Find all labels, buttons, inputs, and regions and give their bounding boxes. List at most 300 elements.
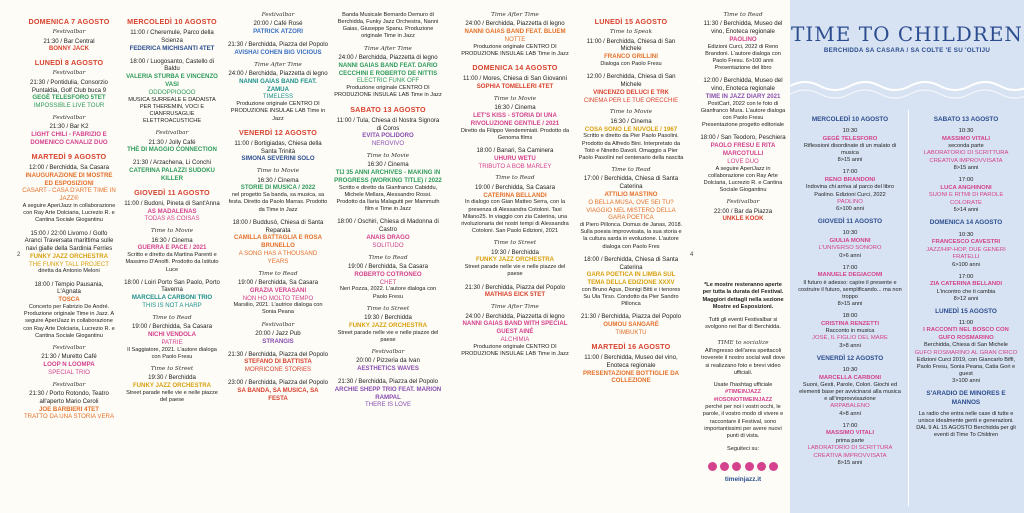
event-category: Festivalbar	[52, 70, 86, 77]
event-item	[228, 41, 328, 57]
children-event-time: 10:30	[842, 367, 858, 374]
event-title: PAOLINO	[729, 36, 757, 43]
event-title: FUNKY JAZZ ORCHESTRA	[132, 382, 212, 390]
event-note: Street parade nelle vie e nelle piazze del paese	[337, 329, 439, 343]
event-item	[22, 230, 116, 276]
podcast-icon[interactable]	[769, 462, 778, 471]
event-title: GUERRA E PACE / 2021	[137, 244, 207, 252]
event-note: Scritto e diretto da Martina Parenti e Massimo D'Anolfi. Prodotto da Istituto Luce	[125, 252, 219, 273]
children-event	[914, 232, 1018, 269]
event-item	[460, 175, 570, 235]
event-title: VALERIA STURBA E VINCENZO VASI	[126, 73, 218, 88]
event-title: ARCHIE SHEPP TRIO FEAT. MARION RAMPAL	[334, 385, 442, 401]
children-day-heading: VENERDÌ 12 AGOSTO	[816, 354, 884, 362]
children-event	[798, 313, 902, 350]
event-category: Time to Movie	[609, 109, 653, 116]
event-note: Diretto da Filippo Vendemmiati. Prodotto da Genoma films	[460, 127, 570, 141]
event-subtitle: MORRICONE STORIES	[244, 366, 312, 374]
children-event	[798, 169, 902, 213]
event-time-venue: 20:00 / Pizzeria da Ivan	[356, 357, 420, 365]
children-event-subtitle: LABORATORIO DI SCRITTURA CREATIVA IMPROVVISATA	[923, 150, 1009, 164]
event-item	[228, 62, 328, 123]
schedule-column-1	[22, 12, 116, 510]
event-item	[460, 75, 570, 91]
event-time-venue: 18:00 / Berchidda, Chiesa di Santa Caterina	[583, 255, 679, 271]
event-subtitle: THERE IS LOVE	[364, 401, 412, 409]
event-item	[22, 164, 116, 224]
event-time-venue: 21:30 / Berchidda, Piazza del Popolo	[581, 313, 681, 321]
event-time-venue: 21:30 / Arzachena, Li Conchi	[133, 159, 211, 167]
event-note-secondary: PostCart, 2022 con le foto di Gianfranco Mura. L'autore dialoga con Paolo Fresu	[700, 100, 786, 122]
day-heading: LUNEDÌ 15 AGOSTO	[594, 17, 668, 26]
event-title: LOOP N LOOMPA	[43, 361, 95, 369]
event-note: con Bruno Agus, Dionigi Bitti e i tenores Su Ula Tirso. Condotto da Pier Sandro Pillonca	[581, 286, 681, 308]
schedule-column-7	[700, 12, 786, 227]
event-time-venue: 11:00 / Mores, Chiesa di San Giovanni	[463, 75, 567, 83]
event-title: OUMOU SANGARÉ	[603, 321, 659, 329]
children-event-age: 8>12 anni	[953, 295, 979, 302]
event-item	[22, 29, 116, 53]
event-category: Festivalbar	[261, 321, 295, 328]
children-event	[798, 230, 902, 260]
event-time-venue: 21:30 / Berchidda, Piazza del Popolo	[465, 283, 565, 291]
children-event-time: 11:00	[958, 319, 974, 326]
event-category: Time to Read	[723, 12, 763, 18]
children-event-details: Edizioni Curci 2019, con Giancarlo Biffi, Paolo Fresu, Sonia Peana, Catia Gori e guest	[916, 357, 1016, 378]
event-title: FUNKY JAZZ ORCHESTRA	[475, 256, 555, 264]
event-note: Il Saggiatore, 2021. L'autore dialoga con Paolo Fresu	[127, 346, 217, 360]
event-category: Time to Read	[258, 270, 298, 277]
children-event-description: Berchidda, Chiesa di San Michele	[924, 342, 1008, 349]
children-event-age: 6>100 anni	[952, 261, 980, 268]
event-time-venue: 16:30 / Cinema	[257, 176, 299, 184]
event-item	[228, 271, 328, 317]
event-note: Scritto e diretto da Pier Paolo Pasolini. Prodotto da Alfredo Bini. Interpretato da Totò e Ninetto Davoli. Omaggio a Pier Paolo Pasolini nel centenario della nascita	[578, 133, 684, 161]
event-title: SA BANDA, SA MUSICA, SA FESTA	[237, 386, 319, 402]
panel-tagline: BERCHIDDA SA CASARA / SA COLTE 'E SU 'OLTIJU	[823, 47, 991, 54]
event-category: Festivalbar	[52, 381, 86, 388]
event-time-venue: 24:00 / Berchidda, Piazzetta di legno	[338, 54, 438, 62]
event-title: CAMILLA BATTAGLIA E ROSA BRUNELLO	[233, 234, 322, 250]
event-title: TOSCA	[58, 296, 80, 304]
event-note: diretta da Antonio Meloni	[38, 268, 100, 275]
event-item	[700, 199, 786, 223]
children-event	[798, 367, 902, 418]
event-time-venue: 16:30 / Cinema	[151, 236, 193, 244]
event-title: LIGHT CHILI - FABRIZIO E DOMENICO CANALIZ DUO	[30, 131, 108, 147]
children-event-title: GIULIA MONNI	[829, 237, 871, 244]
event-time-venue: 21:30 / Jolly Café	[148, 138, 196, 146]
event-subtitle: IMPOSSIBLE LIVE TOUR	[33, 102, 105, 110]
children-event-subtitle: LABORATORIO DI SCRITTURA CREATIVA IMPROVVISATA	[807, 445, 893, 459]
event-note: Street parade nelle vie e nelle piazze del paese	[126, 389, 218, 404]
event-category: Time After Time	[364, 45, 412, 52]
event-item	[460, 240, 570, 278]
event-item	[700, 134, 786, 194]
event-category: Time After Time	[491, 304, 539, 311]
event-note: Presentazione del libro	[714, 65, 772, 72]
event-note: Produzione originale CENTRO DI PRODUZIONE INSULAE LAB Time in Jazz	[230, 101, 326, 122]
event-note: Presentazione progetto editoriale	[701, 122, 785, 129]
event-time-venue: 21:30 / Berchidda, Piazza del Popolo	[228, 350, 328, 358]
event-title: PAOLO FRESU E RITA MARCOTULLI	[710, 142, 776, 158]
event-item	[22, 115, 116, 147]
children-event-title: RENO BRANDONI	[824, 176, 876, 183]
children-event-title: ZIA CATERINA BELLANDI	[929, 281, 1003, 288]
event-title: MARCELLA CARBONI TRIO	[131, 294, 213, 302]
event-note: Produzione originale CENTRO DI PRODUZIONE INSULAE LAB Time in Jazz	[461, 343, 569, 357]
event-time-venue: 21:30 / Berchidda, Piazza del Popolo	[228, 41, 328, 48]
schedule-column-4	[334, 12, 442, 510]
event-title: TIJ 35 ANNI ARCHIVES - MAKING IN PROGRESS (WORKING TITLE) / 2022	[334, 169, 442, 184]
event-category: Time After Time	[491, 12, 539, 18]
event-time-venue: 24:00 / Berchidda, Piazzetta di legno	[465, 20, 565, 28]
social-icons	[708, 462, 778, 471]
children-event-description: Il futuro è adesso: capire il presente e costruire il futuro, semplificando... ma non troppo	[798, 279, 902, 301]
panel-title: TIME TO CHILDREN	[791, 22, 1023, 46]
event-title: NANNI GAIAS BAND WITH SPECIAL GUEST AINÉ	[462, 320, 568, 336]
event-note: A seguire AperiJazz in collaborazione con Ray Arte Dolciaria, Lucrezio R. e Cantina Sociale Giogantinu	[703, 165, 783, 194]
children-day-heading: LUNEDÌ 15 AGOSTO	[935, 307, 997, 315]
event-time-venue: 16:30 / Cinema	[494, 104, 536, 112]
event-subtitle: CINEMA PER LE TUE ORECCHIE	[583, 96, 679, 104]
children-event-time: 17:00	[842, 264, 858, 271]
children-event-details: DAL 9 AL 15 AGOSTO Berchidda per gli eventi di Time To Children	[916, 424, 1016, 438]
children-event-age: 8>15 anni	[837, 157, 863, 164]
event-item	[578, 29, 684, 68]
event-note: Neri Pozza, 2022. L'autore dialoga con Paolo Fresu	[339, 286, 437, 300]
event-note: nel progetto Sa banda, sa musica, sa festa. Diretto da Paolo Marras. Prodotto da Time in Jazz	[228, 192, 328, 213]
event-item	[334, 378, 442, 409]
event-time-venue: 15:00 / 22:00 Livorno / Golfo Aranci Traversata marittima sulle navi gialle della Sardinia Ferries	[24, 229, 114, 253]
children-event-title: GEGÈ TELESFORO	[822, 135, 878, 142]
event-item	[334, 306, 442, 344]
event-title: EVITA POLIDORO	[362, 132, 414, 140]
event-item	[460, 304, 570, 358]
event-time-venue: 19:00 / Berchidda, Sa Casara	[132, 323, 212, 331]
event-title: AVISHAI COHEN BIG VICIOUS	[234, 48, 322, 56]
event-time-venue: 18:00 / Luogosanto, Castello di Baldu	[129, 57, 215, 73]
event-title: SOPHIA TOMELLERI 4TET	[476, 83, 554, 91]
children-event-subtitle: L'UNIVERSO SONORO	[818, 245, 882, 252]
event-time-venue: 16:30 / Cinema	[610, 117, 652, 125]
event-category: Festivalbar	[155, 130, 189, 137]
day-heading: SABATO 13 AGOSTO	[350, 104, 426, 114]
event-title: SIMONA SEVERINI SOLO	[241, 155, 315, 163]
children-day-heading: SABATO 13 AGOSTO	[933, 116, 999, 123]
children-event	[798, 128, 902, 164]
children-event-age: 3>100 anni	[952, 378, 980, 385]
event-title: THÈ DI MAGGIO CONNECTION	[127, 146, 217, 154]
event-subtitle: LOVE DUO	[727, 157, 759, 165]
event-time-venue: 21:30 / Pontidulia, Consorzio Puntaldia, Golf Club buca 9	[30, 78, 108, 94]
event-title: GRAZIA VERASANI	[249, 286, 307, 294]
children-event-time: 17:00	[958, 273, 974, 280]
children-event-title: FRANCESCO CAVESTRI	[931, 239, 1001, 246]
children-event-subtitle: JAZZ/HIP-HOP, DUE GENERI FRATELLI	[926, 246, 1006, 261]
day-heading: MARTEDÌ 9 AGOSTO	[31, 151, 107, 161]
page-number-right: 4	[690, 252, 694, 258]
hashtag-body: perché per noi i vostri occhi, le parole, il vostro modo di vivere e raccontare il Festival, sono importantissimi per avere nuovi punti di vista.	[702, 403, 784, 440]
children-event-age: 8>15 anni	[953, 165, 979, 172]
day-heading: DOMENICA 14 AGOSTO	[472, 63, 558, 73]
children-event-age: 6>100 anni	[836, 206, 864, 213]
spotify-icon[interactable]	[757, 462, 766, 471]
info-block	[700, 282, 786, 454]
event-title: STORIE DI MUSICA / 2022	[240, 184, 316, 192]
facebook-icon[interactable]	[708, 462, 717, 471]
hashtag-secondary: #IOSONOTIMEINJAZZ	[713, 396, 773, 403]
event-subtitle: ALCHIMIA	[500, 335, 530, 343]
event-title: TIME IN JAZZ DIARY 2021	[705, 93, 781, 101]
day-heading: DOMENICA 7 AGOSTO	[28, 17, 110, 26]
wave-decoration-icon	[790, 64, 1024, 104]
event-category: Time to Read	[611, 166, 651, 173]
event-subtitle: ELECTRIC FUNK OFF	[356, 77, 420, 85]
children-day-heading: MERCOLEDÌ 10 AGOSTO	[811, 116, 889, 123]
children-event-age: 8>15 anni	[837, 460, 863, 467]
event-item	[228, 351, 328, 374]
event-time-venue: 11:00 / Berchidda, Museo del vino, Enoteca regionale	[584, 354, 678, 369]
children-event-age: 8>15 anni	[837, 301, 863, 308]
event-item	[228, 12, 328, 36]
event-time-venue: 11:00 / Cheremule, Parco della Scienza	[130, 29, 214, 45]
day-heading: VENERDÌ 12 AGOSTO	[238, 127, 318, 137]
event-note: In dialogo con Gian Matteo Serra, con la presenza di Alessandra Cotoloni. Taxi Milano25. In viaggio con zia Caterina, una rivoluzionaria dei nostri tempi di Alessandra Cotoloni. San Paolo Edizioni, 2021	[461, 199, 569, 235]
event-time-venue: 18:00 / Buddusò, Chiesa di Santa Reparata	[232, 218, 324, 234]
children-event-subtitle: PAOLINO	[837, 198, 863, 205]
event-note: A seguire AperiJazz in collaborazione con Ray Arte Dolciaria, Lucrezio R. e Cantina Sociale Giogantinu	[22, 203, 116, 224]
children-event-time: 10:30	[958, 128, 974, 135]
event-item	[578, 109, 684, 162]
event-item	[460, 284, 570, 300]
schedule-column-2	[122, 12, 222, 510]
time-to-children-panel	[790, 0, 1024, 513]
children-event-description: prima parte	[835, 437, 865, 444]
event-title: GARA POETICA IN LIMBA SUL TEMA DELLA EDIZIONE XXXV	[586, 271, 676, 287]
event-item	[578, 256, 684, 309]
event-title: FUNKY JAZZ ORCHESTRA	[348, 321, 428, 329]
day-heading: MARTEDÌ 16 AGOSTO	[591, 341, 671, 351]
event-item	[700, 77, 786, 129]
twitter-icon[interactable]	[732, 462, 741, 471]
event-item	[22, 281, 116, 340]
event-subtitle: NOTTE	[504, 36, 526, 43]
event-note: Marsilio, 2021. L'autrice dialoga con Sonia Peana	[233, 302, 323, 316]
event-item	[578, 167, 684, 251]
event-item	[22, 382, 116, 422]
event-time-venue: 12:00 / Berchidda, Chiesa di San Michele	[586, 73, 676, 88]
panel-divider	[908, 110, 909, 506]
event-subtitle: THE FUNKY TALL PROJECT	[28, 260, 110, 268]
children-event-subtitle: SUONI E RITMI DI PAROLE COLORATE	[928, 192, 1004, 206]
event-title: ATTILIO MASTINO	[604, 190, 658, 198]
event-time-venue: 12:00 / Berchidda, Sa Casara	[29, 164, 109, 172]
event-time-venue: 16:30 / Cinema	[367, 161, 409, 169]
event-item	[122, 315, 222, 361]
children-column-left	[798, 112, 902, 472]
children-event-age: 3>8 anni	[839, 342, 861, 349]
children-event-time: 18:00	[842, 313, 858, 320]
children-event-time: 17:00	[842, 169, 858, 176]
event-title: NICHI VENDOLA	[147, 331, 197, 339]
event-time-venue: 23:00 / Berchidda, Piazza del Popolo	[228, 379, 328, 387]
event-note-secondary: MUSICA SURREALE E DADAISTA PER THEREMIN, VOCI E CIANFRUSAGLIE ELETTROACUSTICHE	[128, 96, 216, 125]
event-time-venue: 21:30 / Muretto Café	[41, 353, 97, 361]
event-item	[228, 379, 328, 402]
children-event-description: Riflessioni disordinate di un malato di musica	[803, 143, 897, 157]
children-event-subtitle: GUFO ROSMARINO AL GRAN CIRCO	[914, 349, 1018, 356]
children-event-title: MANUELE DEGIACOMI	[817, 272, 883, 279]
children-event-age: 0>6 anni	[839, 252, 861, 259]
event-title: GEGÈ TELESFORO 5TET	[32, 94, 106, 102]
event-time-venue: 18:00 / Oschiri, Chiesa di Madonna di Castro	[337, 218, 439, 234]
instagram-icon[interactable]	[720, 462, 729, 471]
children-event-time: 17:00	[958, 177, 974, 184]
event-time-venue: 21:30 / Bar Central	[43, 37, 95, 45]
event-note: Concerto per Fabrizio De André. Produzione originale Time in Jazz. A seguire AperiJazz in collaborazione con Ray Arte Dolciaria, Lucrezio R. e Cantina Sociale Giogantinu	[23, 304, 115, 339]
event-title: COSA SONO LE NUVOLE / 1967	[584, 125, 678, 133]
event-time-venue: 18:00 / Loiri Porto San Paolo, Porto Taverna	[124, 278, 220, 294]
event-category: Time to Read	[368, 254, 408, 261]
event-time-venue: 18:00 / San Teodoro, Peschiera	[700, 134, 786, 142]
event-time-venue: 19:30 / Berchidda	[364, 314, 412, 322]
event-item	[122, 228, 222, 273]
event-category: Time to Read	[152, 314, 192, 321]
event-item	[22, 70, 116, 110]
event-category: Festivalbar	[52, 29, 86, 36]
children-event-age: 4>8 anni	[839, 410, 861, 417]
children-event-title: MASSIMO VITALI	[826, 430, 874, 437]
hashtag-primary: #TIMEINJAZZ	[724, 389, 762, 396]
children-event-time: 10:30	[958, 231, 974, 238]
event-subtitle: TIMBUKTU	[615, 329, 647, 337]
children-event-subtitle: JOSÉ, IL FIGLIO DEL MARE	[812, 335, 888, 342]
children-day-heading: GIOVEDÌ 11 AGOSTO	[817, 218, 883, 226]
event-category: Time to Movie	[256, 168, 300, 175]
event-item	[122, 130, 222, 154]
event-note: Produzione originale CENTRO DI PRODUZIONE INSULAE LAB Time in Jazz	[334, 85, 442, 99]
children-event-description: seconda parte	[948, 143, 984, 150]
event-category: Time to Speak	[609, 29, 653, 36]
event-item	[578, 73, 684, 104]
event-category: Time to Movie	[493, 95, 537, 102]
website-link[interactable]: timeinjazz.it	[724, 476, 762, 483]
day-heading: LUNEDÌ 8 AGOSTO	[34, 58, 104, 68]
event-item	[228, 140, 328, 163]
event-time-venue: 19:30 / Berchidda	[491, 248, 539, 256]
event-note-secondary: Edizioni Curci, 2022 di Reno Brandoni. L'autore dialoga con Paolo Fresu. 6>100 anni	[705, 43, 781, 65]
children-event-title: I RACCONTI NEL BOSCO CON GUFO ROSMARINO	[923, 327, 1009, 341]
event-subtitle: SPECIAL TRIO	[48, 368, 90, 376]
children-event-age: 5>14 anni	[953, 207, 979, 214]
event-time-venue: 20:00 / Café Rosé	[253, 20, 303, 28]
event-item	[122, 29, 222, 52]
children-event-title: MASSIMO VITALI	[942, 135, 990, 142]
event-subtitle: TRIBUTO A BOB MARLEY	[478, 162, 552, 170]
event-item	[334, 153, 442, 213]
event-item	[460, 96, 570, 142]
event-time-venue: 24:00 / Berchidda, Piazzetta di legno	[465, 312, 565, 320]
event-subtitle: O BELLA MUSA, OVE SEI TU? VIAGGIO NEL MISTERO DELLA GARA POETICA	[586, 198, 676, 222]
event-item	[460, 12, 570, 58]
event-time-venue: 18:00 / Tempio Pausania, L'Agnata	[34, 280, 104, 296]
event-title: FRANCO GRILLINI	[604, 53, 658, 61]
event-time-venue: 21:30 / Berchidda, Piazza del Popolo	[338, 377, 438, 385]
event-subtitle: PATRIE	[161, 338, 183, 346]
event-time-venue: 19:30 / Berchidda	[148, 374, 196, 382]
children-event	[914, 128, 1018, 172]
event-subtitle: TIMELESS	[262, 93, 294, 101]
event-subtitle: THIS IS NOT A HARP	[142, 302, 202, 310]
social-body: All'ingresso dell'area spettacoli troverete il nostro social wall dove si realizzano foto e brevi video ufficiali.	[701, 348, 785, 376]
event-subtitle: ODDOPPIOOOO	[148, 88, 196, 96]
event-title: INAUGURAZIONE DI MOSTRE ED ESPOSIZIONI	[25, 171, 113, 187]
event-title: JOE BARBIERI 4TET	[39, 405, 99, 413]
event-time-venue: 19:00 / Berchidda, Sa Casara	[238, 278, 318, 286]
event-category: Time After Time	[254, 61, 302, 68]
event-category: Festivalbar	[52, 115, 86, 122]
children-event-title: MARCELLA CARBONI	[819, 374, 881, 381]
event-item	[122, 159, 222, 182]
event-title: NANNI GAIAS BAND FEAT. BLUEM	[464, 28, 566, 36]
children-day-heading: S'ARADIO DE MINORES E MANNOS	[926, 390, 1006, 406]
event-title: AESTHETICS WAVES	[357, 365, 419, 373]
event-category: Festivalbar	[371, 348, 405, 355]
event-title: BONNY JACK	[48, 45, 90, 53]
event-time-venue: 11:00 / Berchidda, Chiesa di San Michele	[586, 37, 676, 53]
event-time-venue: 21:30 / Porto Rotondo, Teatro all'aperto Mario Ceroli	[29, 390, 109, 405]
event-note: Scritto e diretto da Gianfranco Cabiddu, Michele Mellara, Alessandro Rossi. Prodotto da Ilaria Malagutti per Mammuth film e Time in Jazz	[336, 184, 440, 213]
festivalbar-note: Tutti gli eventi Festivalbar si svolgono nei Bar di Berchidda.	[705, 317, 781, 331]
event-time-venue: 21:30 / Bar K2	[49, 123, 89, 131]
event-item	[460, 147, 570, 170]
event-title: FEDERICA MICHISANTI 4TET	[129, 44, 215, 52]
event-title: VINCENZO DELUCI E TRK	[593, 88, 669, 96]
schedule-column-3	[228, 12, 328, 510]
event-item	[228, 219, 328, 266]
youtube-icon[interactable]	[745, 462, 754, 471]
schedule-column-6	[578, 12, 684, 510]
event-category: Time to Street	[366, 305, 410, 312]
event-time-venue: 11:00 / Budoni, Pineta di Sant'Anna	[124, 199, 220, 207]
event-time-venue: 19:00 / Berchidda, Sa Casara	[475, 183, 555, 191]
event-time-venue: 11:30 / Berchidda, Museo del vino, Enoteca regionale	[703, 20, 783, 36]
event-time-venue: 18:00 / Banari, Sa Caminera	[476, 147, 554, 155]
event-category: Festivalbar	[726, 199, 760, 206]
event-title: STEFANO DI BATTISTA	[244, 358, 312, 366]
event-item	[228, 168, 328, 213]
event-title: MATHIAS EICK 5TET	[484, 291, 546, 299]
children-event	[914, 177, 1018, 214]
day-heading: MERCOLEDÌ 10 AGOSTO	[127, 17, 217, 26]
event-item	[334, 46, 442, 100]
event-title: UHURU WETU	[494, 154, 536, 162]
children-event-description: L'incontro che ti cambia	[936, 288, 996, 295]
event-time-venue: 11:00 / Tula, Chiesa di Nostra Signora di Coros	[336, 116, 440, 132]
event-item	[700, 12, 786, 72]
event-title: PATRICK ATZORI	[253, 28, 303, 36]
event-category: Time to Movie	[150, 228, 194, 235]
event-title: CATERINA BELLANDI	[483, 191, 547, 199]
follow-label: Seguiteci su:	[726, 446, 760, 453]
event-item	[578, 313, 684, 336]
page-number-left: 2	[17, 252, 21, 258]
social-title: TIME to socialize	[717, 339, 769, 346]
children-event-description: Indovina chi arriva al parco del libro Paolino. Edizioni Curci, 2022	[806, 184, 894, 198]
event-item	[228, 322, 328, 346]
event-title: CATERINA PALAZZI SUDOKU KILLER	[129, 167, 215, 182]
